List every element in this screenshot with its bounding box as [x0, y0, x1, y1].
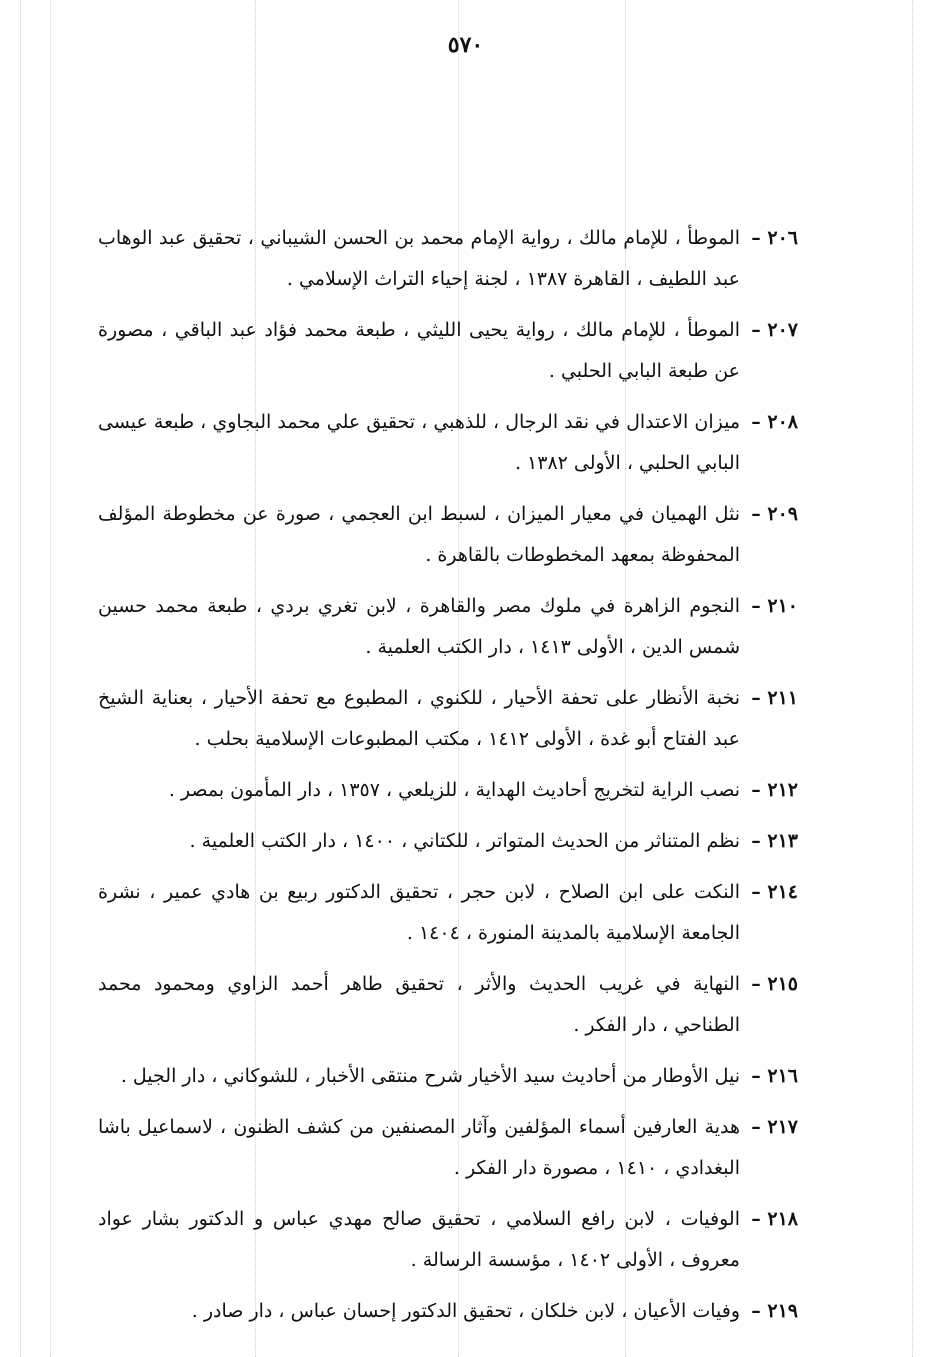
entry-text: الموطأ ، للإمام مالك ، رواية الإمام محمد بن الحسن الشيباني ، تحقيق عبد الوهاب عبد اللطيف ، القاهرة ١٣٨٧ ، لجنة إحياء التراث الإسلامي .	[98, 227, 740, 290]
bibliography-entry	[98, 964, 798, 1046]
entry-text: الوفيات ، لابن رافع السلامي ، تحقيق صالح مهدي عباس و الدكتور بشار عواد معروف ، الأولى ١٤٠٢ ، مؤسسة الرسالة .	[98, 1208, 740, 1271]
entry-number: ٢١١ –	[751, 687, 798, 709]
bibliography-entry	[98, 402, 798, 484]
entry-number: ٢١٥ –	[751, 973, 798, 995]
entry-text: النكت على ابن الصلاح ، لابن حجر ، تحقيق الدكتور ربيع بن هادي عمير ، نشرة الجامعة الإسلامية بالمدينة المنورة ، ١٤٠٤ .	[98, 881, 740, 944]
bibliography-entry	[98, 494, 798, 576]
bibliography-entry	[98, 310, 798, 392]
entry-number: ٢٠٨ –	[751, 411, 798, 433]
entry-number: ٢١٢ –	[751, 779, 798, 801]
bibliography-entry	[98, 821, 798, 862]
entry-text: نيل الأوطار من أحاديث سيد الأخيار شرح منتقى الأخبار ، للشوكاني ، دار الجيل .	[120, 1065, 740, 1087]
entry-text: وفيات الأعيان ، لابن خلكان ، تحقيق الدكتور إحسان عباس ، دار صادر .	[191, 1300, 740, 1322]
bibliography-entry	[98, 1199, 798, 1281]
entry-number: ٢١٣ –	[751, 830, 798, 852]
entry-text: نظم المتناثر من الحديث المتواتر ، للكتاني ، ١٤٠٠ ، دار الكتب العلمية .	[189, 830, 740, 852]
bibliography-list	[98, 218, 798, 1342]
bibliography-entry	[98, 770, 798, 811]
entry-number: ٢١٨ –	[751, 1208, 798, 1230]
scan-guide-line	[20, 0, 21, 1357]
entry-number: ٢١٧ –	[751, 1116, 798, 1138]
entry-text: نخبة الأنظار على تحفة الأحيار ، للكنوي ، المطبوع مع تحفة الأحيار ، بعناية الشيخ عبد الفتاح أبو غدة ، الأولى ١٤١٢ ، مكتب المطبوعات الإسلامية بحلب .	[98, 687, 740, 750]
bibliography-entry	[98, 218, 798, 300]
page-number: ٥٧٠	[447, 32, 484, 58]
bibliography-entry	[98, 678, 798, 760]
entry-text: الموطأ ، للإمام مالك ، رواية يحيى الليثي ، طبعة محمد فؤاد عبد الباقي ، مصورة عن طبعة البابي الحلبي .	[98, 319, 740, 382]
entry-text: نصب الراية لتخريج أحاديث الهداية ، للزيلعي ، ١٣٥٧ ، دار المأمون بمصر .	[168, 779, 740, 801]
entry-number: ٢٠٩ –	[751, 503, 798, 525]
entry-number: ٢١٩ –	[751, 1300, 798, 1322]
entry-number: ٢١٦ –	[751, 1065, 798, 1087]
bibliography-entry	[98, 1291, 798, 1332]
scan-guide-line	[50, 0, 51, 1357]
bibliography-entry	[98, 1107, 798, 1189]
entry-text: نثل الهميان في معيار الميزان ، لسبط ابن العجمي ، صورة عن مخطوطة المؤلف المحفوظة بمعهد المخطوطات بالقاهرة .	[98, 503, 740, 566]
entry-number: ٢٠٧ –	[751, 319, 798, 341]
entry-text: النهاية في غريب الحديث والأثر ، تحقيق طاهر أحمد الزاوي ومحمود محمد الطناحي ، دار الفكر .	[98, 973, 740, 1036]
entry-number: ٢١٤ –	[751, 881, 798, 903]
bibliography-entry	[98, 1056, 798, 1097]
entry-text: هدية العارفين أسماء المؤلفين وآثار المصنفين من كشف الظنون ، لاسماعيل باشا البغدادي ، ١٤١٠ ، مصورة دار الفكر .	[98, 1116, 740, 1179]
bibliography-entry	[98, 872, 798, 954]
entry-text: ميزان الاعتدال في نقد الرجال ، للذهبي ، تحقيق علي محمد البجاوي ، طبعة عيسى البابي الحلبي ، الأولى ١٣٨٢ .	[98, 411, 740, 474]
entry-text: النجوم الزاهرة في ملوك مصر والقاهرة ، لابن تغري بردي ، طبعة محمد حسين شمس الدين ، الأولى ١٤١٣ ، دار الكتب العلمية .	[98, 595, 740, 658]
scan-guide-line	[912, 0, 913, 1357]
entry-number: ٢٠٦ –	[751, 227, 798, 249]
bibliography-entry	[98, 586, 798, 668]
entry-number: ٢١٠ –	[751, 595, 798, 617]
